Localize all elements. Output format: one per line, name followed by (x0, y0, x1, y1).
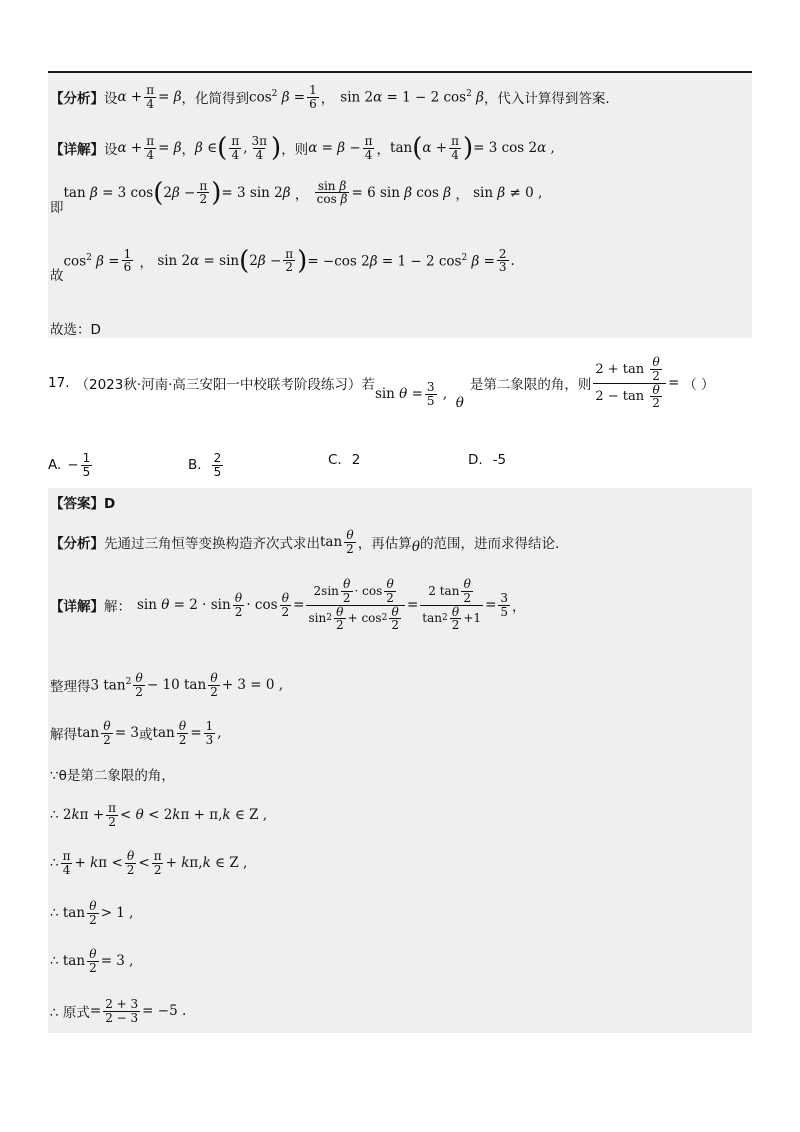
math-expr: = 3 cos 2α , (473, 140, 555, 156)
analysis-text: ， (320, 91, 335, 107)
math-fraction: $\frac{\pi}{4}$ (146, 133, 155, 162)
detail-label: 【详解】 (50, 599, 104, 615)
detail-label: 【详解】 (50, 142, 104, 158)
step-text: 解得 (50, 727, 77, 743)
detail-text: 解： (104, 599, 131, 615)
math-fraction: $\frac{3}{5}$ (500, 590, 509, 619)
q16-detail-line: 【详解】 设 α + $\frac{\pi}{4}$ = β ， β ∈ ( $\frac{\pi}{4}$ , $\frac{3\pi}{4}$ ) ，则 α = β − $\frac{\pi}{4}$ ， tan ( α + $\frac{\pi}{4}$ ) = 3 cos 2α , (50, 133, 555, 163)
question-number: 17. (48, 375, 70, 391)
q17-analysis-line: 【分析】 先通过三角恒等变换构造齐次式求出 tan $\frac{\theta}{2}$ ，再估算 θ 的范围，进而求得结论. (50, 527, 560, 556)
math-fraction: $\frac{3}{5}$ (426, 379, 435, 408)
q16-analysis-line (50, 80, 610, 114)
math-fraction: $\frac{1}{6}$ (123, 246, 132, 275)
math-fraction: $\frac{\text{sin β}}{\text{cos β}}$ (316, 178, 348, 207)
math-expr: sin 2α = 1 − 2 $\cos^2 \beta$ (340, 88, 484, 106)
q17-step-eq3: ∴ tan $\frac{\theta}{2}$ = 3 , (50, 946, 134, 975)
choice-c[interactable] (328, 452, 360, 468)
math-fraction: $\frac{\pi}{4}$ (451, 133, 459, 162)
choice-b[interactable] (188, 452, 225, 478)
math-fraction: $\frac{1}{6}$ (309, 82, 317, 111)
math-expr: tan (390, 140, 413, 156)
math-fraction: 2 + tan $\frac{\theta}{2}$ 2 − tan $\frac{\theta}{2}$ (593, 356, 666, 409)
math-fraction: $\frac{\theta}{2}$ (210, 670, 218, 699)
q16-detail-line-gu: 故 $\cos^2 \beta$ = $\frac{1}{6}$ ， sin 2α = sin ( 2β − $\frac{\pi}{2}$ ) = −cos 2β = 1 − 2 $\cos^2 \beta$ = $\frac{2}{3}$ . (50, 245, 515, 284)
answer-blank: （ ） (683, 377, 715, 393)
detail-text: 设 (104, 142, 118, 158)
analysis-label: 【分析】 (50, 91, 104, 107)
math-fraction: $\frac{2}{5}$ (213, 451, 222, 479)
step-text: ∵θ是第二象限的角， (50, 768, 175, 784)
math-fraction: $\frac{\theta}{2}$ (89, 946, 97, 975)
step-text: ∴ 原式 (50, 1005, 90, 1021)
choice-label: C. (328, 452, 342, 468)
q17-answer-line (50, 492, 115, 512)
math-fraction: $\frac{2 + 3}{2 - 3}$ (105, 996, 139, 1025)
math-fraction: $\frac{\pi}{2}$ (108, 800, 117, 829)
math-fraction: $\frac{2}{3}$ (498, 246, 507, 275)
q17-step-arrange: 整理得 3 $\tan^2$ $\frac{\theta}{2}$ − 10 tan $\frac{\theta}{2}$ + 3 = 0 , (50, 670, 284, 699)
q16-choice-line (50, 318, 101, 338)
choice-value: -5 (492, 452, 507, 468)
math-fraction: 2sin $\frac{\theta}{2}$ · cos $\frac{\theta}{2}$ sin 2 $\frac{\theta}{2}$ + cos 2 $\frac{\theta}{2}$ (306, 578, 404, 631)
math-fraction: $\frac{1}{5}$ (82, 451, 91, 479)
ji-text: 即 (50, 200, 64, 216)
q17-step-final: ∴ 原式 = $\frac{2 + 3}{2 - 3}$ = −5 . (50, 996, 187, 1025)
math-fraction: $\frac{\theta}{2}$ (346, 527, 354, 556)
detail-text: ， (181, 142, 196, 158)
math-expr: = β (158, 89, 182, 105)
math-fraction: $\frac{\theta}{2}$ (135, 670, 143, 699)
choice-label: B. (188, 457, 202, 474)
math-fraction: $\frac{\pi}{4}$ (146, 82, 155, 111)
math-expr: β ∈ (195, 140, 218, 156)
math-fraction: $\frac{\theta}{2}$ (103, 718, 111, 747)
step-text: 整理得 (50, 679, 91, 695)
analysis-text: ，化简得到 (181, 91, 250, 107)
math-fraction: $\frac{\theta}{2}$ (178, 718, 187, 747)
analysis-text: 的范围，进而求得结论. (419, 536, 560, 552)
analysis-text: ，代入计算得到答案. (483, 91, 610, 107)
q17-step-range1: ∴ 2kπ + $\frac{\pi}{2}$ < θ < 2kπ + π,k ∈ Z , (50, 800, 268, 829)
detail-text: ， (376, 142, 391, 158)
math-expr: α + (117, 89, 143, 105)
q16-detail-line-ji: 即 tan β = 3 cos ( 2β − $\frac{\pi}{2}$ ) = 3 sin 2β ， $\frac{\text{sin β}}{\text{cos β}}$ = 6 sin β cos β ， sin β ≠ 0 , (50, 177, 543, 216)
q17-step-solve: 解得 tan $\frac{\theta}{2}$ = 3 或 tan $\frac{\theta}{2}$ = $\frac{1}{3}$ , (50, 718, 222, 747)
math-expr: $\cos^2 \beta$ = (249, 88, 306, 106)
math-fraction: $\frac{\pi}{4}$ (62, 848, 71, 877)
math-expr: α = β − (308, 140, 361, 156)
math-expr: α + (117, 140, 143, 156)
final-choice: 故选：D (50, 322, 101, 338)
choice-value: 2 (351, 452, 361, 468)
math-fraction: $\frac{\theta}{2}$ (89, 898, 97, 927)
q17-step-range2: ∴ $\frac{\pi}{4}$ + kπ < $\frac{\theta}{2}$ < $\frac{\pi}{2}$ + kπ,k ∈ Z , (50, 848, 248, 877)
choice-label: D. (468, 452, 483, 468)
math-expr: = β (158, 140, 182, 156)
gu-text: 故 (50, 268, 64, 284)
math-fraction: $\frac{\theta}{2}$ (234, 590, 243, 619)
choice-a[interactable]: A. − $\frac{1}{5}$ (48, 451, 91, 479)
detail-text: ，则 (281, 142, 309, 158)
math-fraction: $\frac{3\pi}{4}$ (251, 133, 268, 162)
question-text: 是第二象限的角，则 (469, 377, 592, 393)
q17-detail-line: 【详解】 解： sin θ = 2 · sin $\frac{\theta}{2}$ · cos $\frac{\theta}{2}$ = 2sin $\frac{\theta}{2}$ · cos $\frac{\theta}{2}$ sin 2 $\frac{\theta}{2}$ + cos 2 $\frac{\theta}{2}$ = 2 tan $\frac{\theta}{2}$ tan 2 $\frac{\theta}{2}$ +1 = $\frac{3}{5}$ ， (50, 577, 526, 633)
math-fraction: $\frac{\pi}{2}$ (153, 848, 162, 877)
analysis-label: 【分析】 (50, 536, 104, 552)
math-fraction: $\frac{\pi}{2}$ (199, 178, 208, 207)
math-fraction: $\frac{\theta}{2}$ (126, 848, 135, 877)
analysis-text: 先通过三角恒等变换构造齐次式求出 (104, 536, 320, 552)
q17-stem: 17. （2023秋·河南·高三安阳一中校联考阶段练习）若 sin θ = $\frac{3}{5}$ , θ 是第二象限的角，则 2 + tan $\frac{\theta}{2}$ 2 − tan $\frac{\theta}{2}$ = （ ） (48, 355, 715, 411)
step-text: 或 (139, 727, 153, 743)
choice-label: A. (48, 457, 62, 474)
answer-text: 【答案】D (50, 496, 116, 512)
math-fraction: $\frac{\pi}{4}$ (231, 133, 240, 162)
math-fraction: $\frac{\pi}{2}$ (285, 246, 294, 275)
q17-step-quadrant (50, 764, 175, 784)
q17-step-gt1: ∴ tan $\frac{\theta}{2}$ > 1 , (50, 898, 134, 927)
math-fraction: $\frac{1}{3}$ (205, 718, 214, 747)
math-fraction: 2 tan $\frac{\theta}{2}$ tan 2 $\frac{\theta}{2}$ +1 (422, 577, 482, 633)
analysis-text: ，再估算 (357, 536, 412, 552)
analysis-text: 设 (104, 91, 118, 107)
math-fraction: $\frac{\theta}{2}$ (281, 590, 290, 619)
choice-d[interactable] (468, 452, 506, 468)
math-fraction: $\frac{\pi}{4}$ (364, 133, 373, 162)
question-source: （2023秋·河南·高三安阳一中校联考阶段练习）若 (75, 377, 375, 393)
